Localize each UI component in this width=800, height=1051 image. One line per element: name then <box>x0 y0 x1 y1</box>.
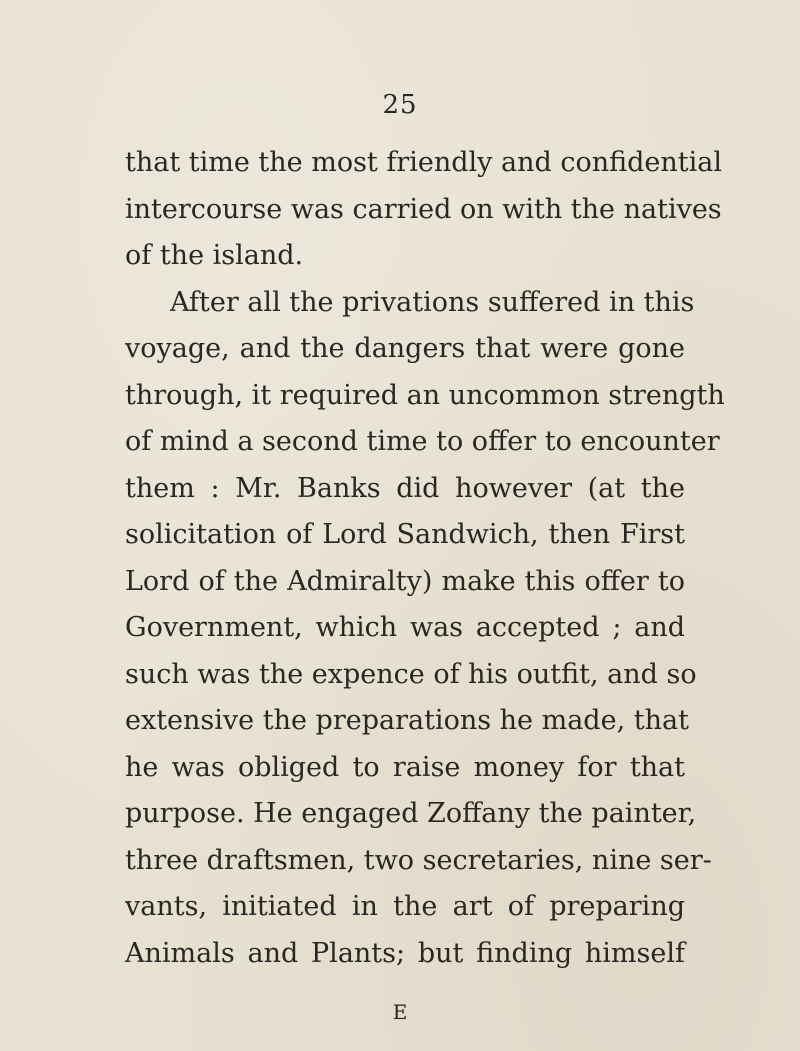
text-line: them : Mr. Banks did however (at the <box>125 472 685 504</box>
text-line: of mind a second time to offer to encounter <box>125 426 720 457</box>
text-line: Government, which was accepted ; and <box>125 612 685 643</box>
text-line: purpose. He engaged Zoffany the painter, <box>125 798 697 829</box>
text-line: through, it required an uncommon strength <box>125 379 725 411</box>
text-line: of the island. <box>125 240 304 271</box>
text-line: extensive the preparations he made, that <box>125 705 689 736</box>
page-number: 25 <box>382 90 418 120</box>
text-line: solicitation of Lord Sandwich, then First <box>125 519 685 550</box>
text-line: he was obliged to raise money for that <box>125 751 685 783</box>
text-line: voyage, and the dangers that were gone <box>125 333 685 364</box>
text-line: such was the expence of his outfit, and so <box>125 658 697 690</box>
text-line: that time the most friendly and confidential <box>125 147 723 178</box>
text-line: Animals and Plants; but finding himself <box>125 937 685 969</box>
text-line: intercourse was carried on with the natives <box>125 193 722 225</box>
text-line: After all the privations suffered in this <box>170 286 695 318</box>
signature-mark: E <box>392 1000 408 1024</box>
text-line: three draftsmen, two secretaries, nine ser- <box>125 844 712 876</box>
body-text <box>125 140 725 977</box>
text-line: Lord of the Admiralty) make this offer to <box>125 565 685 597</box>
text-line: vants, initiated in the art of preparing <box>125 891 685 922</box>
